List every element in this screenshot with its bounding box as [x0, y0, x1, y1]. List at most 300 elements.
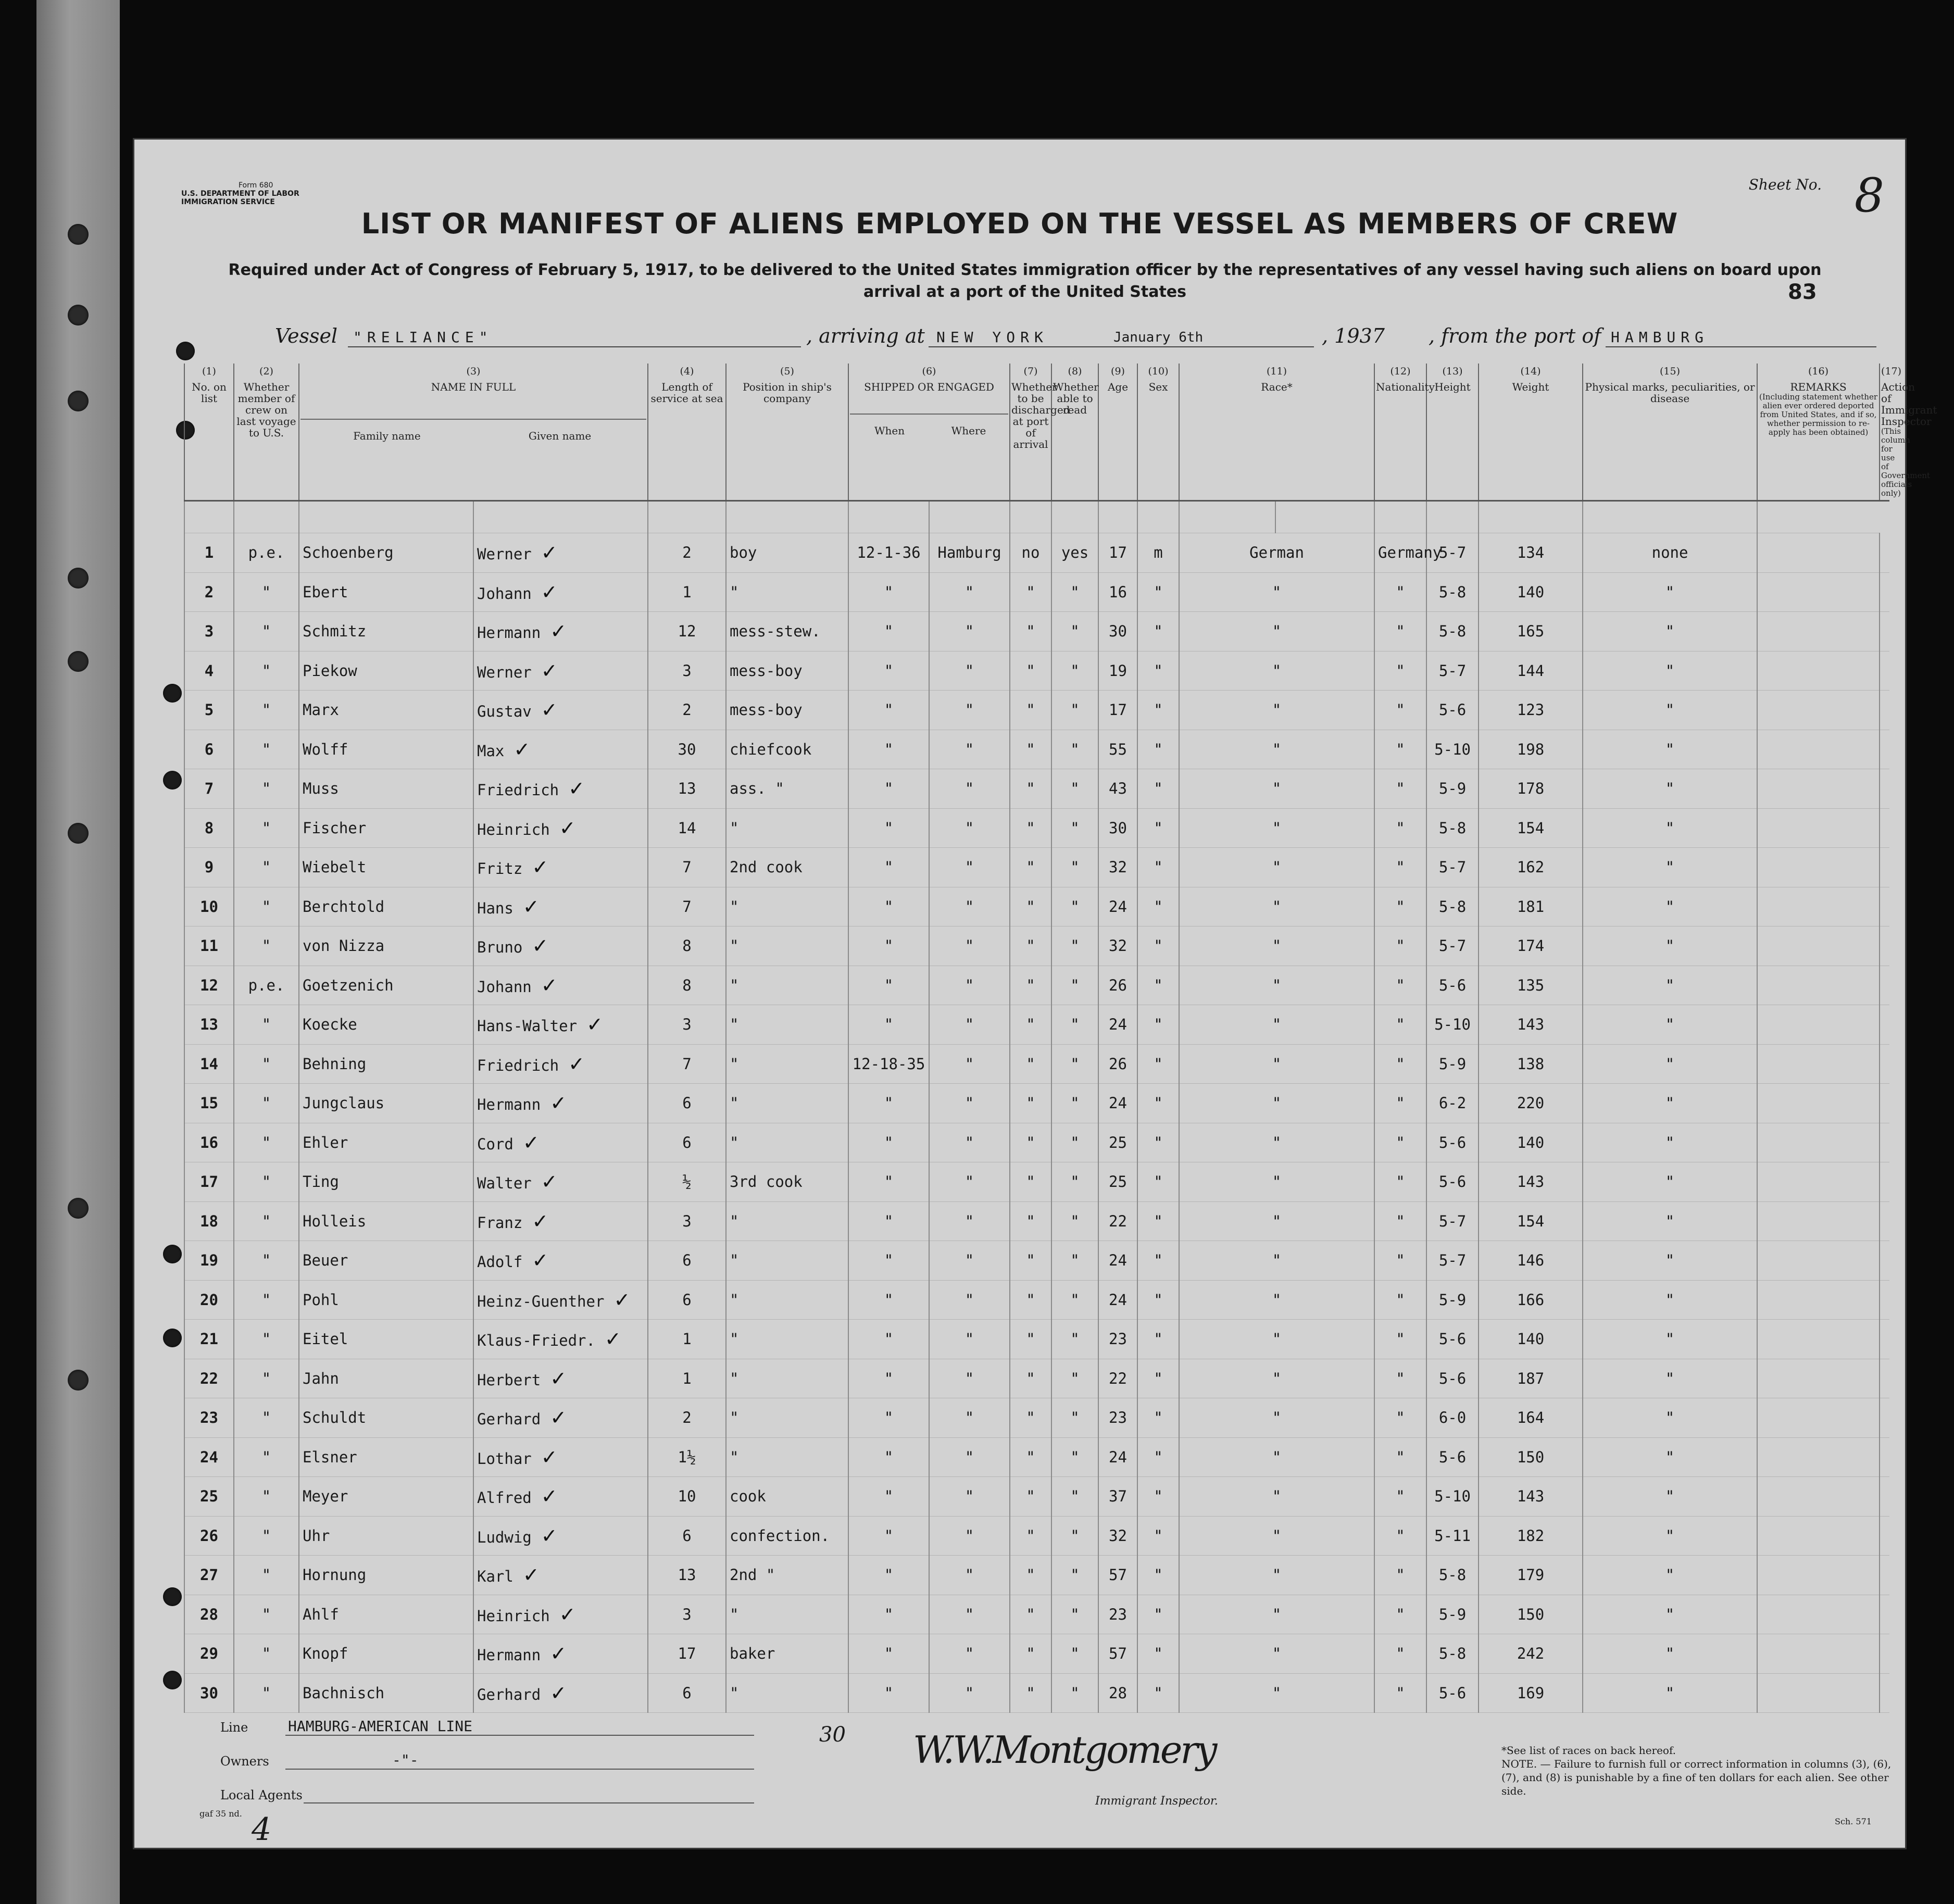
weight-cell: 140	[1479, 1123, 1583, 1162]
punch-hole	[163, 684, 182, 703]
race-cell: "	[1179, 1634, 1374, 1674]
able-to-read-cell: "	[1051, 1477, 1098, 1517]
inspector-action-cell	[1880, 887, 1889, 926]
position-cell: chiefcook	[726, 730, 848, 769]
shipped-where-cell: "	[929, 1634, 1010, 1674]
row-number: 28	[184, 1595, 234, 1634]
race-cell: "	[1179, 966, 1374, 1005]
shipped-where-cell: "	[929, 1123, 1010, 1162]
race-cell: "	[1179, 1437, 1374, 1477]
shipped-when-cell: "	[848, 1398, 929, 1438]
able-to-read-cell: "	[1051, 1359, 1098, 1398]
check-mark-icon: ✓	[532, 856, 549, 879]
check-mark-icon: ✓	[541, 1524, 558, 1547]
physical-marks-cell: "	[1583, 808, 1757, 848]
sex-cell: "	[1137, 1280, 1179, 1320]
check-mark-icon: ✓	[541, 1485, 558, 1508]
physical-marks-cell: "	[1583, 1398, 1757, 1438]
able-to-read-cell: "	[1051, 1516, 1098, 1556]
nationality-cell: "	[1374, 1201, 1426, 1241]
age-cell: 24	[1098, 1084, 1137, 1123]
age-cell: 22	[1098, 1359, 1137, 1398]
physical-marks-cell: "	[1583, 730, 1757, 769]
service-cell: 1	[648, 1320, 726, 1359]
service-cell: 1	[648, 1359, 726, 1398]
weight-cell: 150	[1479, 1437, 1583, 1477]
race-cell: "	[1179, 769, 1374, 809]
table-row	[184, 1477, 1889, 1517]
row-number: 17	[184, 1162, 234, 1202]
age-cell: 26	[1098, 1044, 1137, 1084]
col-header-height: Height	[1434, 381, 1471, 393]
check-mark-icon: ✓	[613, 1288, 631, 1311]
height-cell: 5-7	[1426, 848, 1479, 887]
race-cell: "	[1179, 1320, 1374, 1359]
physical-marks-cell: "	[1583, 1556, 1757, 1595]
col-header-weight: Weight	[1512, 381, 1549, 393]
remarks-cell	[1757, 966, 1880, 1005]
family-name-cell: Holleis	[299, 1201, 473, 1241]
position-cell: "	[726, 1359, 848, 1398]
service-cell: 13	[648, 769, 726, 809]
able-to-read-cell: "	[1051, 966, 1098, 1005]
position-cell: "	[726, 1084, 848, 1123]
footer-notes	[1501, 1744, 1908, 1798]
family-name-cell: Ahlf	[299, 1595, 473, 1634]
page-title: LIST OR MANIFEST OF ALIENS EMPLOYED ON THE VESSEL AS MEMBERS OF CREW	[361, 207, 1679, 240]
table-row	[184, 1595, 1889, 1634]
position-cell: baker	[726, 1634, 848, 1674]
weight-cell: 187	[1479, 1359, 1583, 1398]
remarks-cell	[1757, 1673, 1880, 1713]
weight-cell: 143	[1479, 1162, 1583, 1202]
row-number: 8	[184, 808, 234, 848]
last-voyage-cell: "	[234, 1162, 299, 1202]
weight-cell: 140	[1479, 1320, 1583, 1359]
sex-cell: "	[1137, 808, 1179, 848]
sex-cell: "	[1137, 1359, 1179, 1398]
remarks-cell	[1757, 769, 1880, 809]
age-cell: 16	[1098, 572, 1137, 612]
shipped-when-cell: "	[848, 730, 929, 769]
weight-cell: 162	[1479, 848, 1583, 887]
check-mark-icon: ✓	[550, 1367, 567, 1390]
shipped-where-cell: "	[929, 1556, 1010, 1595]
shipped-where-cell: "	[929, 1477, 1010, 1517]
inspector-action-cell	[1880, 1044, 1889, 1084]
service-cell: 7	[648, 887, 726, 926]
shipped-where-cell: "	[929, 651, 1010, 691]
last-voyage-cell: "	[234, 1556, 299, 1595]
row-number: 27	[184, 1556, 234, 1595]
weight-cell: 143	[1479, 1477, 1583, 1517]
shipped-when-cell: 12-1-36	[848, 533, 929, 573]
remarks-cell	[1757, 1437, 1880, 1477]
col-header-last-voyage: Whether member of crew on last voyage to U.S.	[236, 381, 296, 439]
punch-hole	[163, 1329, 182, 1347]
row-number: 30	[184, 1673, 234, 1713]
age-cell: 57	[1098, 1556, 1137, 1595]
age-cell: 30	[1098, 612, 1137, 652]
last-voyage-cell: "	[234, 1320, 299, 1359]
shipped-when-cell: "	[848, 848, 929, 887]
remarks-cell	[1757, 1280, 1880, 1320]
shipped-when-cell: "	[848, 1673, 929, 1713]
remarks-cell	[1757, 1359, 1880, 1398]
family-name-cell: Wiebelt	[299, 848, 473, 887]
sex-cell: "	[1137, 1123, 1179, 1162]
shipped-when-cell: "	[848, 1359, 929, 1398]
discharge-cell: "	[1010, 1084, 1051, 1123]
age-cell: 57	[1098, 1634, 1137, 1674]
shipped-when-cell: "	[848, 1162, 929, 1202]
physical-marks-cell: "	[1583, 572, 1757, 612]
shipped-where-cell: "	[929, 1595, 1010, 1634]
able-to-read-cell: "	[1051, 1123, 1098, 1162]
given-name-cell: Walter ✓	[473, 1162, 648, 1202]
discharge-cell: "	[1010, 1595, 1051, 1634]
shipped-when-cell: "	[848, 887, 929, 926]
row-number: 29	[184, 1634, 234, 1674]
discharge-cell: "	[1010, 612, 1051, 652]
owners-label: Owners	[220, 1754, 269, 1769]
last-voyage-cell: "	[234, 1437, 299, 1477]
last-voyage-cell: p.e.	[234, 533, 299, 573]
shipped-when-cell: "	[848, 1241, 929, 1281]
check-mark-icon: ✓	[550, 1406, 567, 1430]
sex-cell: "	[1137, 1044, 1179, 1084]
position-cell: cook	[726, 1477, 848, 1517]
discharge-cell: "	[1010, 1005, 1051, 1045]
position-cell: "	[726, 1320, 848, 1359]
table-row	[184, 1044, 1889, 1084]
race-cell: "	[1179, 1673, 1374, 1713]
check-mark-icon: ✓	[522, 1563, 540, 1587]
inspector-action-cell	[1880, 1556, 1889, 1595]
shipped-when-cell: "	[848, 1320, 929, 1359]
sex-cell: "	[1137, 1201, 1179, 1241]
height-cell: 5-8	[1426, 612, 1479, 652]
family-name-cell: Berchtold	[299, 887, 473, 926]
able-to-read-cell: "	[1051, 1556, 1098, 1595]
check-mark-icon: ✓	[532, 934, 549, 958]
height-cell: 5-10	[1426, 730, 1479, 769]
height-cell: 5-6	[1426, 1320, 1479, 1359]
physical-marks-cell: "	[1583, 926, 1757, 966]
check-mark-icon: ✓	[550, 1642, 567, 1665]
sex-cell: "	[1137, 730, 1179, 769]
table-row	[184, 1437, 1889, 1477]
service-cell: 3	[648, 651, 726, 691]
arrival-year: , 1937	[1322, 324, 1385, 347]
weight-cell: 179	[1479, 1556, 1583, 1595]
physical-marks-cell: "	[1583, 1673, 1757, 1713]
age-cell: 24	[1098, 1437, 1137, 1477]
position-cell: "	[726, 966, 848, 1005]
sex-cell: "	[1137, 651, 1179, 691]
family-name-cell: Marx	[299, 691, 473, 730]
physical-marks-cell: "	[1583, 1005, 1757, 1045]
remarks-cell	[1757, 887, 1880, 926]
inspector-action-cell	[1880, 1201, 1889, 1241]
nationality-cell: "	[1374, 1280, 1426, 1320]
row-number: 9	[184, 848, 234, 887]
check-mark-icon: ✓	[541, 659, 558, 682]
sex-cell: "	[1137, 691, 1179, 730]
row-number: 3	[184, 612, 234, 652]
shipped-where-cell: "	[929, 1516, 1010, 1556]
physical-marks-cell: "	[1583, 769, 1757, 809]
table-row	[184, 926, 1889, 966]
remarks-cell	[1757, 1044, 1880, 1084]
from-port: HAMBURG	[1611, 329, 1709, 346]
service-cell: 30	[648, 730, 726, 769]
vessel-line	[275, 324, 1889, 350]
inspector-signature: W.W.Montgomery	[913, 1728, 1216, 1772]
col-header-shipped: SHIPPED OR ENGAGED	[864, 381, 994, 393]
inspector-action-cell	[1880, 651, 1889, 691]
weight-cell: 220	[1479, 1084, 1583, 1123]
table-row	[184, 533, 1889, 573]
given-name-cell: Alfred ✓	[473, 1477, 648, 1517]
height-cell: 5-6	[1426, 1673, 1479, 1713]
sex-cell: "	[1137, 1162, 1179, 1202]
age-cell: 24	[1098, 887, 1137, 926]
age-cell: 24	[1098, 1005, 1137, 1045]
able-to-read-cell: "	[1051, 1437, 1098, 1477]
service-cell: 6	[648, 1123, 726, 1162]
discharge-cell: "	[1010, 1556, 1051, 1595]
race-cell: "	[1179, 1162, 1374, 1202]
nationality-cell: "	[1374, 1084, 1426, 1123]
given-name-cell: Hermann ✓	[473, 612, 648, 652]
table-row	[184, 572, 1889, 612]
table-row	[184, 848, 1889, 887]
sex-cell: "	[1137, 1241, 1179, 1281]
weight-cell: 178	[1479, 769, 1583, 809]
department-sub-label: IMMIGRATION SERVICE	[181, 198, 275, 206]
given-name-cell: Herbert ✓	[473, 1359, 648, 1398]
last-voyage-cell: "	[234, 769, 299, 809]
service-cell: 14	[648, 808, 726, 848]
shipped-when-cell: "	[848, 612, 929, 652]
weight-cell: 150	[1479, 1595, 1583, 1634]
given-name-cell: Cord ✓	[473, 1123, 648, 1162]
able-to-read-cell: "	[1051, 1320, 1098, 1359]
shipped-when-cell: "	[848, 808, 929, 848]
col-header-remarks-note: (Including statement whether alien ever ordered deported from United States, and if so, whether permission to re-apply has been obtained)	[1759, 392, 1878, 437]
table-row	[184, 1634, 1889, 1674]
given-name-cell: Hans-Walter ✓	[473, 1005, 648, 1045]
given-name-cell: Werner ✓	[473, 651, 648, 691]
able-to-read-cell: "	[1051, 651, 1098, 691]
col-header-no: No. on list	[192, 381, 227, 405]
race-cell: "	[1179, 1005, 1374, 1045]
shipped-when-cell: "	[848, 1005, 929, 1045]
discharge-cell: "	[1010, 1673, 1051, 1713]
binder-hole	[68, 305, 89, 325]
able-to-read-cell: "	[1051, 848, 1098, 887]
service-cell: 3	[648, 1201, 726, 1241]
given-name-cell: Klaus-Friedr. ✓	[473, 1320, 648, 1359]
shipped-where-cell: "	[929, 1005, 1010, 1045]
col-header-family-name: Family name	[353, 430, 421, 442]
table-row	[184, 769, 1889, 809]
shipped-where-cell: "	[929, 887, 1010, 926]
nationality-cell: "	[1374, 1595, 1426, 1634]
col-header-position: Position in ship's company	[743, 381, 832, 405]
race-cell: "	[1179, 1556, 1374, 1595]
table-row	[184, 612, 1889, 652]
nationality-cell: "	[1374, 572, 1426, 612]
able-to-read-cell: "	[1051, 1634, 1098, 1674]
discharge-cell: "	[1010, 1437, 1051, 1477]
binder-hole	[68, 651, 89, 672]
row-number: 22	[184, 1359, 234, 1398]
age-cell: 24	[1098, 1280, 1137, 1320]
position-cell: "	[726, 1437, 848, 1477]
given-name-cell: Karl ✓	[473, 1556, 648, 1595]
service-cell: 6	[648, 1241, 726, 1281]
position-cell: mess-boy	[726, 691, 848, 730]
inspector-action-cell	[1880, 848, 1889, 887]
discharge-cell: "	[1010, 1477, 1051, 1517]
service-cell: 10	[648, 1477, 726, 1517]
given-name-cell: Heinz-Guenther ✓	[473, 1280, 648, 1320]
position-cell: "	[726, 1005, 848, 1045]
family-name-cell: Behning	[299, 1044, 473, 1084]
inspector-action-cell	[1880, 730, 1889, 769]
shipped-where-cell: "	[929, 1673, 1010, 1713]
remarks-cell	[1757, 1005, 1880, 1045]
age-cell: 23	[1098, 1398, 1137, 1438]
race-cell: "	[1179, 612, 1374, 652]
col-header-action-note: (This column for use of Government officials only)	[1881, 427, 1931, 498]
last-voyage-cell: "	[234, 1516, 299, 1556]
check-mark-icon: ✓	[550, 620, 567, 643]
sex-cell: "	[1137, 848, 1179, 887]
remarks-cell	[1757, 1556, 1880, 1595]
height-cell: 5-9	[1426, 1280, 1479, 1320]
weight-cell: 154	[1479, 1201, 1583, 1241]
height-cell: 6-0	[1426, 1398, 1479, 1438]
physical-marks-cell: "	[1583, 966, 1757, 1005]
sex-cell: "	[1137, 1634, 1179, 1674]
punch-hole	[163, 1587, 182, 1606]
check-mark-icon: ✓	[541, 973, 558, 997]
check-mark-icon: ✓	[559, 816, 576, 840]
last-voyage-cell: "	[234, 651, 299, 691]
discharge-cell: "	[1010, 1359, 1051, 1398]
local-agents-label: Local Agents	[220, 1788, 303, 1802]
check-mark-icon: ✓	[541, 1445, 558, 1469]
line-value: HAMBURG-AMERICAN LINE	[288, 1718, 473, 1735]
height-cell: 5-7	[1426, 651, 1479, 691]
weight-cell: 164	[1479, 1398, 1583, 1438]
height-cell: 6-2	[1426, 1084, 1479, 1123]
height-cell: 5-11	[1426, 1516, 1479, 1556]
discharge-cell: "	[1010, 1516, 1051, 1556]
sex-cell: "	[1137, 926, 1179, 966]
shipped-where-cell: "	[929, 966, 1010, 1005]
service-cell: 6	[648, 1516, 726, 1556]
service-cell: 2	[648, 691, 726, 730]
shipped-where-cell: "	[929, 1320, 1010, 1359]
height-cell: 5-8	[1426, 1556, 1479, 1595]
position-cell: ass. "	[726, 769, 848, 809]
sex-cell: "	[1137, 1516, 1179, 1556]
family-name-cell: Fischer	[299, 808, 473, 848]
family-name-cell: Meyer	[299, 1477, 473, 1517]
given-name-cell: Hermann ✓	[473, 1084, 648, 1123]
check-mark-icon: ✓	[586, 1013, 603, 1036]
family-name-cell: Knopf	[299, 1634, 473, 1674]
arrival-date: January 6th	[1113, 330, 1204, 345]
given-name-cell: Gustav ✓	[473, 691, 648, 730]
service-cell: 7	[648, 1044, 726, 1084]
discharge-cell: "	[1010, 808, 1051, 848]
row-number: 12	[184, 966, 234, 1005]
shipped-where-cell: "	[929, 612, 1010, 652]
race-cell: "	[1179, 1595, 1374, 1634]
weight-cell: 144	[1479, 651, 1583, 691]
race-cell: "	[1179, 887, 1374, 926]
given-name-cell: Franz ✓	[473, 1201, 648, 1241]
able-to-read-cell: "	[1051, 808, 1098, 848]
sex-cell: "	[1137, 1673, 1179, 1713]
race-cell: "	[1179, 1398, 1374, 1438]
check-mark-icon: ✓	[568, 777, 585, 800]
height-cell: 5-7	[1426, 1241, 1479, 1281]
nationality-cell: "	[1374, 1044, 1426, 1084]
physical-marks-cell: "	[1583, 1084, 1757, 1123]
remarks-cell	[1757, 926, 1880, 966]
service-cell: 2	[648, 1398, 726, 1438]
row-number: 5	[184, 691, 234, 730]
age-cell: 30	[1098, 808, 1137, 848]
service-cell: 3	[648, 1595, 726, 1634]
inspector-action-cell	[1880, 808, 1889, 848]
weight-cell: 198	[1479, 730, 1583, 769]
discharge-cell: "	[1010, 1123, 1051, 1162]
check-mark-icon: ✓	[550, 1681, 567, 1705]
service-cell: 7	[648, 848, 726, 887]
sex-cell: "	[1137, 1437, 1179, 1477]
weight-cell: 134	[1479, 533, 1583, 573]
nationality-cell: "	[1374, 1162, 1426, 1202]
able-to-read-cell: "	[1051, 769, 1098, 809]
age-cell: 25	[1098, 1123, 1137, 1162]
owners-value: -"-	[392, 1751, 419, 1769]
last-voyage-cell: "	[234, 1201, 299, 1241]
weight-cell: 165	[1479, 612, 1583, 652]
last-voyage-cell: "	[234, 1123, 299, 1162]
able-to-read-cell: "	[1051, 887, 1098, 926]
physical-marks-cell: "	[1583, 1201, 1757, 1241]
family-name-cell: Hornung	[299, 1556, 473, 1595]
position-cell: "	[726, 808, 848, 848]
table-row	[184, 1359, 1889, 1398]
shipped-where-cell: "	[929, 730, 1010, 769]
row-number: 13	[184, 1005, 234, 1045]
weight-cell: 242	[1479, 1634, 1583, 1674]
weight-cell: 181	[1479, 887, 1583, 926]
position-cell: 2nd cook	[726, 848, 848, 887]
race-cell: German	[1179, 533, 1374, 573]
punch-hole	[176, 342, 195, 360]
col-header-nationality: Nationality	[1376, 381, 1435, 393]
given-name-cell: Adolf ✓	[473, 1241, 648, 1281]
